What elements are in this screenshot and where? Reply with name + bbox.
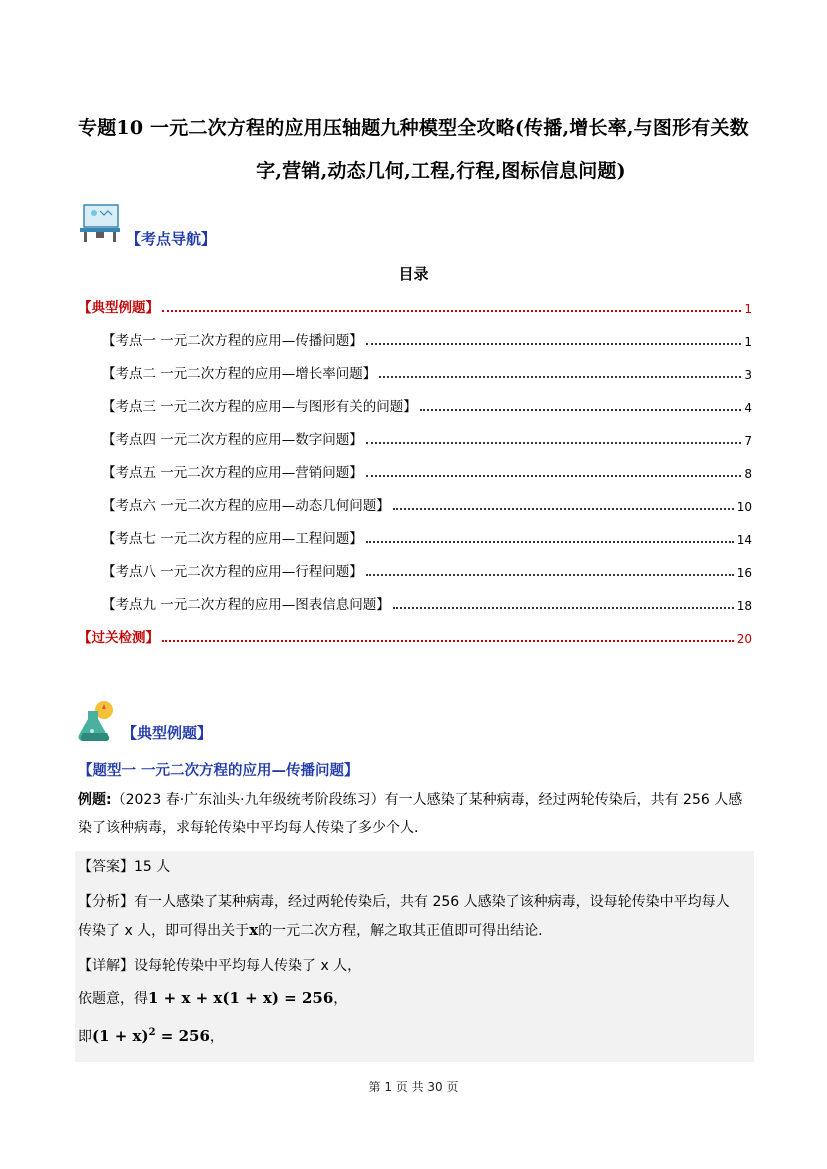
toc-entry-text: 【考点三 一元二次方程的应用—与图形有关的问题】 <box>102 399 417 415</box>
toc-entry-text: 【过关检测】 <box>78 630 159 646</box>
toc-entry-page: 3 <box>744 368 752 382</box>
toc-entry-point-1[interactable] <box>102 329 752 349</box>
toc-leader <box>162 640 734 642</box>
toc-entry-page: 7 <box>744 434 752 448</box>
example-label: 例题: <box>78 792 112 808</box>
eq2-rhs: = 256 <box>155 1027 210 1045</box>
toc-entry-page: 1 <box>744 335 752 349</box>
nav-section-label: 【考点导航】 <box>126 230 217 248</box>
detail-label: 【详解】 <box>78 958 134 974</box>
toc-leader <box>379 376 741 378</box>
toc-entry-point-6[interactable] <box>102 494 752 514</box>
toc-entry-text: 【考点七 一元二次方程的应用—工程问题】 <box>102 531 363 547</box>
toc-entry-point-3[interactable] <box>102 395 752 415</box>
toc-entry-page: 1 <box>744 302 752 316</box>
toc-leader <box>366 442 742 444</box>
classroom-icon <box>78 203 122 243</box>
toc-entry-text: 【考点一 一元二次方程的应用—传播问题】 <box>102 333 363 349</box>
toc-entry-page: 8 <box>744 467 752 481</box>
toc-entry-point-2[interactable] <box>102 362 752 382</box>
detail-text: 设每轮传染中平均每人传染了 x 人， <box>134 958 362 974</box>
toc-entry-page: 4 <box>744 401 752 415</box>
toc-entry-page: 16 <box>736 566 752 580</box>
eq2-exponent: 2 <box>148 1027 156 1038</box>
toc-entry-text: 【考点五 一元二次方程的应用—营销问题】 <box>102 465 363 481</box>
toc-entry-point-4[interactable] <box>102 428 752 448</box>
toc-entry-text: 【考点九 一元二次方程的应用—图表信息问题】 <box>102 597 390 613</box>
equation-2 <box>92 1027 210 1045</box>
detail-prefix: 依题意，得 <box>78 991 148 1007</box>
toc-entry-point-9[interactable] <box>102 593 752 613</box>
toc-entry-exam-check[interactable] <box>78 626 752 646</box>
toc-entry-text: 【考点六 一元二次方程的应用—动态几何问题】 <box>102 498 390 514</box>
math-variable: x <box>249 921 259 939</box>
analysis-text-a: 传染了 x 人，即可得出关于 <box>78 923 250 939</box>
analysis-line1 <box>78 888 753 916</box>
detail-line1 <box>78 952 753 980</box>
toc-leader <box>420 409 742 411</box>
toc-entry-text: 【典型例题】 <box>78 300 159 316</box>
toc-entry-page: 10 <box>736 500 752 514</box>
eq-suffix: ， <box>209 1029 224 1045</box>
example-line2: 染了该种病毒，求每轮传染中平均每人传染了多少个人. <box>78 820 419 836</box>
detail-line3 <box>78 1019 753 1051</box>
analysis-line2 <box>78 916 753 945</box>
toc-leader <box>366 541 734 543</box>
toc-leader <box>162 310 741 312</box>
toc-leader <box>366 475 742 477</box>
eq2-base: (1 + x) <box>92 1027 149 1045</box>
analysis-label: 【分析】 <box>78 894 134 910</box>
answer-label: 【答案】 <box>78 859 134 875</box>
answer-content <box>78 853 753 1051</box>
page-footer: 第 1 页 共 30 页 <box>368 1080 459 1094</box>
toc-entry-text: 【考点四 一元二次方程的应用—数字问题】 <box>102 432 363 448</box>
document-title-line1: 专题10 一元二次方程的应用压轴题九种模型全攻略(传播,增长率,与图形有关数 <box>78 117 749 139</box>
toc-entry-point-7[interactable] <box>102 527 752 547</box>
example-section-label: 【典型例题】 <box>122 724 213 742</box>
eq-suffix: ， <box>333 991 348 1007</box>
toc-entry-point-8[interactable] <box>102 560 752 580</box>
toc-entry-point-5[interactable] <box>102 461 752 481</box>
toc-entry-page: 20 <box>736 632 752 646</box>
detail-prefix: 即 <box>78 1029 92 1045</box>
detail-line2 <box>78 984 753 1013</box>
toc-entry-text: 【考点八 一元二次方程的应用—行程问题】 <box>102 564 363 580</box>
toc-entry-page: 14 <box>736 533 752 547</box>
toc-heading: 目录 <box>398 265 429 283</box>
analysis-text-b: 的一元二次方程，解之取其正值即可得出结论. <box>258 923 543 939</box>
answer-line <box>78 853 753 881</box>
equation-1: 1 + x + x(1 + x) = 256 <box>148 989 334 1007</box>
example-line1 <box>78 786 753 814</box>
toc-leader <box>393 607 734 609</box>
toc-leader <box>366 343 742 345</box>
answer-value: 15 人 <box>134 859 171 875</box>
document-title-line2: 字,营销,动态几何,工程,行程,图标信息问题) <box>256 160 626 182</box>
flask-icon <box>76 699 120 743</box>
question-type-heading: 【题型一 一元二次方程的应用—传播问题】 <box>78 763 359 779</box>
toc-entry-page: 18 <box>736 599 752 613</box>
analysis-text: 有一人感染了某种病毒，经过两轮传染后，共有 256 人感染了该种病毒，设每轮传染中平均每人 <box>134 894 730 910</box>
toc-leader <box>393 508 734 510</box>
example-question <box>78 786 753 842</box>
toc-entry-text: 【考点二 一元二次方程的应用—增长率问题】 <box>102 366 377 382</box>
toc-leader <box>366 574 734 576</box>
toc-entry-typical-examples[interactable] <box>78 296 752 316</box>
example-text: （2023 春·广东汕头·九年级统考阶段练习）有一人感染了某种病毒，经过两轮传染后，共有 256 人感 <box>111 792 743 808</box>
